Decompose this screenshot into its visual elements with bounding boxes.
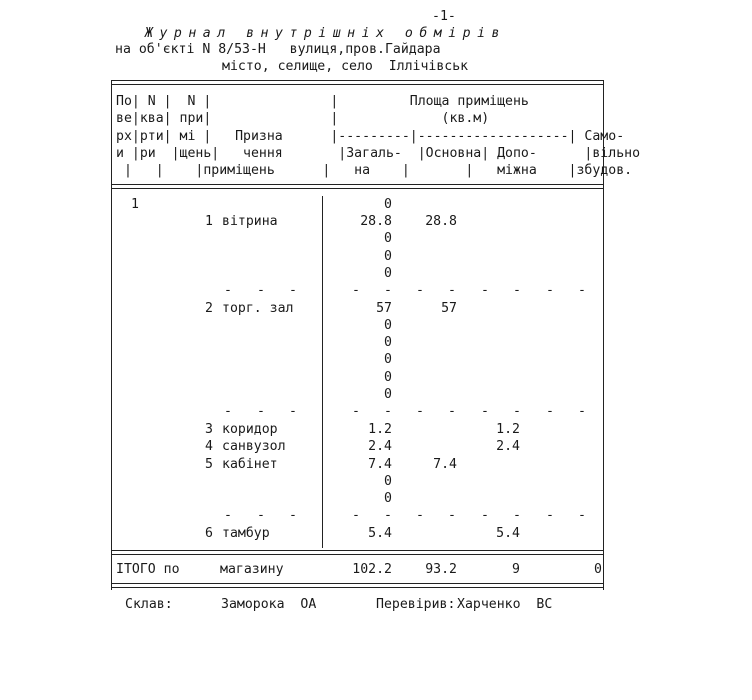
totals-top-border-2 [111,554,604,555]
zero-value: 0 [384,318,392,333]
room-aux-area: 5.4 [496,526,520,541]
room-name: кабінет [222,457,278,472]
room-main-area: 7.4 [433,457,457,472]
room-name: торг. зал [222,301,294,316]
zero-value: 0 [384,370,392,385]
room-total-area: 28.8 [360,214,392,229]
zero-value: 0 [384,266,392,281]
object-line: на об'єкті N 8/53-Н вулиця,пров.Гайдара [115,42,441,57]
zero-value: 0 [384,491,392,506]
composed-name: Заморока ОА [221,597,317,612]
totals-place: магазину [220,562,284,577]
room-total-area: 2.4 [368,439,392,454]
room-number: 5 [205,457,213,472]
totals-bottom-border-1 [111,583,604,584]
header-line-1: По| N | N | | Площа приміщень [116,94,529,109]
header-line-3: рх|рти| мі | Призна |---------|-------------------| Само- [116,129,625,144]
zero-value: 0 [384,474,392,489]
floor-number: 1 [131,197,139,212]
room-total-area: 1.2 [368,422,392,437]
table-left-border [111,80,112,590]
totals-top-border-1 [111,550,604,551]
zero-value: 0 [384,231,392,246]
room-total-area: 7.4 [368,457,392,472]
room-number: 6 [205,526,213,541]
totals-main-area: 93.2 [425,562,457,577]
room-aux-area: 2.4 [496,439,520,454]
document-title: Журнал внутрішніх обмірів [145,26,506,41]
checked-label: Перевірив: [376,597,456,612]
zero-value: 0 [384,249,392,264]
room-aux-area: 1.2 [496,422,520,437]
totals-self-built-area: 0 [594,562,602,577]
room-name: санвузол [222,439,286,454]
city-line: місто, селище, село Іллічівськ [222,59,469,74]
room-main-area: 28.8 [425,214,457,229]
room-number: 2 [205,301,213,316]
zero-value: 0 [384,352,392,367]
room-total-area: 5.4 [368,526,392,541]
totals-total-area: 102.2 [352,562,392,577]
composed-label: Склав: [125,597,173,612]
room-name: вітрина [222,214,278,229]
table-top-border-2 [111,84,604,85]
header-line-2: ве|ква| при| | (кв.м) [116,111,490,126]
zero-value: 0 [384,335,392,350]
room-total-area: 57 [376,301,392,316]
table-top-border-1 [111,80,604,81]
zero-value: 0 [384,197,392,212]
room-number: 1 [205,214,213,229]
room-number: 3 [205,422,213,437]
room-number: 4 [205,439,213,454]
checked-name: Харченко ВС [457,597,553,612]
header-bottom-border-1 [111,184,604,185]
area-column-divider [322,196,323,548]
header-line-5: | | |приміщень | на | | міжна |збудов. [116,163,633,178]
zero-value: 0 [384,387,392,402]
room-main-area: 57 [441,301,457,316]
room-name: тамбур [222,526,270,541]
room-name: коридор [222,422,278,437]
header-bottom-border-2 [111,188,604,189]
totals-bottom-border-2 [111,587,604,588]
page-number: -1- [432,9,456,24]
header-line-4: и |ри |щень| чення |Загаль- |Основна| Допо- |вільно [116,146,641,161]
totals-aux-area: 9 [512,562,520,577]
totals-label: ІТОГО по [116,562,180,577]
